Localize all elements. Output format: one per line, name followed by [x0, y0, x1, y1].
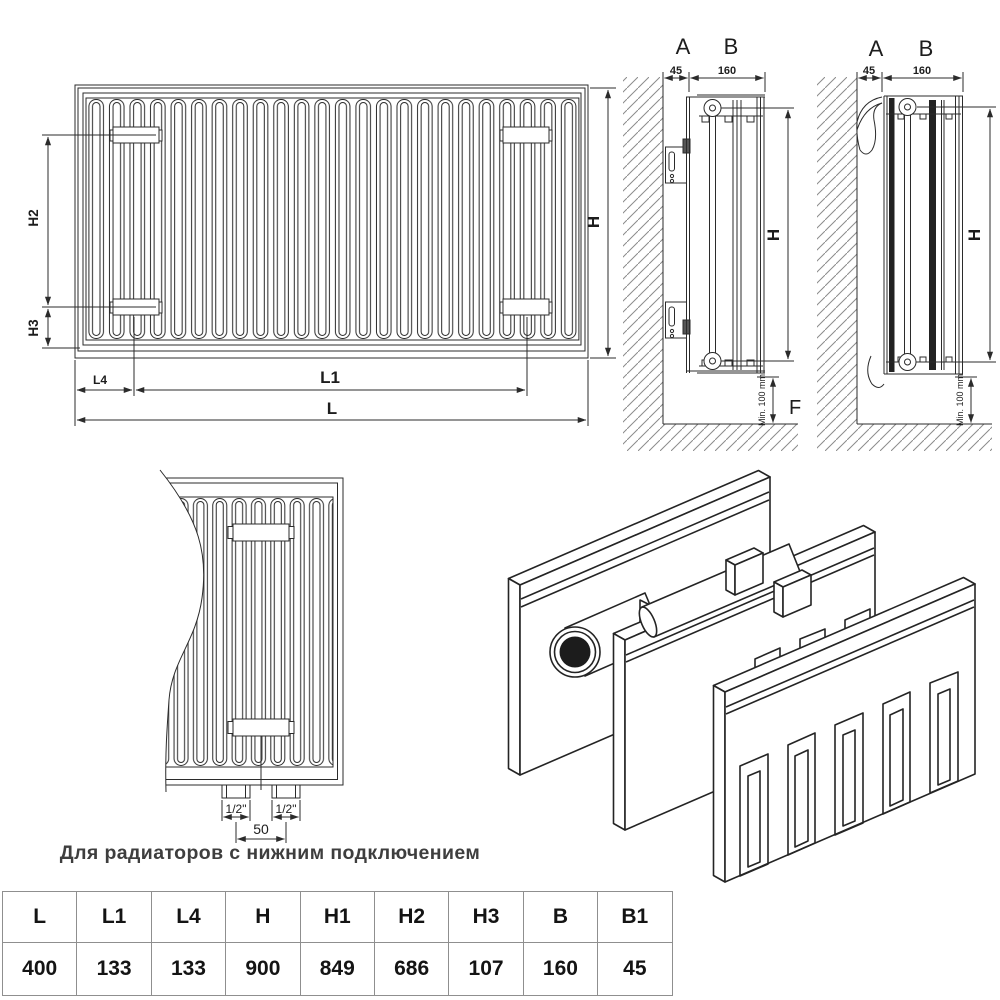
section-label-a-2: A	[868, 36, 884, 61]
table-header-cell: H2	[374, 892, 448, 943]
side-view-bracket-drawing	[817, 36, 996, 451]
table-header-row	[3, 892, 673, 943]
dim-label-h-side1: H	[764, 228, 783, 242]
table-value-cell: 686	[374, 943, 448, 996]
table-value-row	[3, 943, 673, 996]
front-view-drawing	[26, 85, 616, 426]
threaded-opening	[560, 637, 591, 668]
dim-label-h3: H3	[26, 319, 41, 337]
dim-label-l: L	[326, 399, 338, 418]
table-header-cell: H1	[300, 892, 374, 943]
isometric-cutaway-drawing	[509, 471, 976, 883]
side-view-wall-drawing	[623, 34, 801, 451]
table-header-cell: H	[226, 892, 300, 943]
dim-label-h-side2: H	[965, 228, 984, 242]
bottom-connection-drawing	[140, 470, 343, 843]
floor-label-f: F	[789, 397, 802, 419]
dimensions-table	[2, 891, 673, 996]
section-label-a: A	[675, 34, 691, 59]
table-header-cell: B1	[598, 892, 672, 943]
dim-label-160: 160	[717, 65, 737, 77]
section-label-b-2: B	[918, 36, 934, 61]
valve-bushings-2	[899, 99, 916, 371]
table-header-cell: H3	[449, 892, 523, 943]
pipe-size-right: 1/2"	[275, 802, 297, 816]
table-value-cell: 133	[151, 943, 225, 996]
pipe-spacing-label: 50	[253, 821, 269, 837]
section-label-b: B	[723, 34, 739, 59]
dim-label-h2: H2	[26, 209, 41, 227]
dim-label-l4: L4	[92, 373, 108, 387]
min-clearance-label-2: Min. 100 mm	[955, 373, 965, 427]
table-header-cell: L	[3, 892, 77, 943]
dim-label-45: 45	[669, 65, 683, 77]
floor-hatch	[623, 424, 798, 451]
table-value-cell: 400	[3, 943, 77, 996]
table-header-cell: L4	[151, 892, 225, 943]
table-value-cell: 160	[523, 943, 597, 996]
dim-label-160-2: 160	[912, 65, 932, 77]
table-value-cell: 849	[300, 943, 374, 996]
min-clearance-label: Min. 100 mm	[757, 373, 767, 427]
bottom-connection-caption: Для радиаторов с нижним подключением	[59, 842, 481, 864]
table-value-cell: 45	[598, 943, 672, 996]
wall-hatch	[623, 77, 663, 424]
dim-label-h-front: H	[584, 215, 603, 229]
table-header-cell: L1	[77, 892, 151, 943]
wall-hatch-2	[817, 77, 857, 424]
floor-hatch-2	[817, 424, 992, 451]
table-header-cell: B	[523, 892, 597, 943]
table-value-cell: 900	[226, 943, 300, 996]
valve-bushings	[704, 100, 721, 370]
dim-label-45-2: 45	[862, 65, 876, 77]
table-value-cell: 107	[449, 943, 523, 996]
table-value-cell: 133	[77, 943, 151, 996]
dim-label-l1: L1	[320, 368, 340, 387]
pipe-size-left: 1/2"	[225, 802, 247, 816]
